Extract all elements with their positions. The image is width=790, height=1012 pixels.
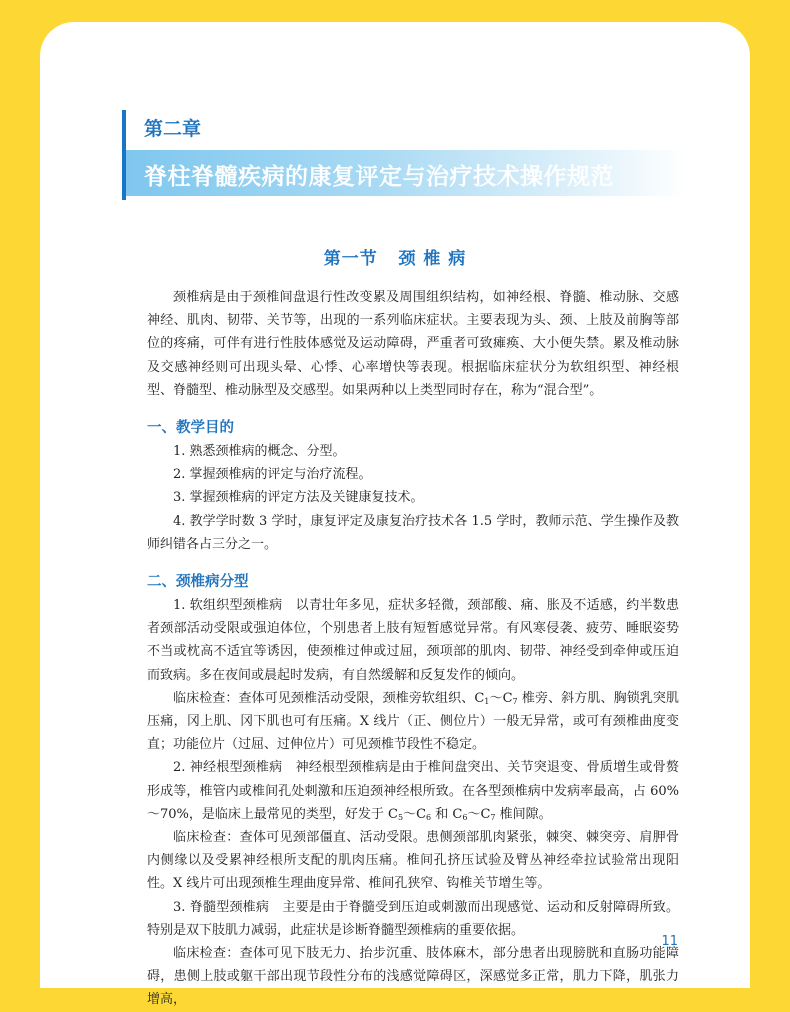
type-nerve-root: 2. 神经根型颈椎病 神经根型颈椎病是由于椎间盘突出、关节突退变、骨质增生或骨赘形成等，椎管内或椎间孔处刺激和压迫颈神经根所致。在各型颈椎病中发病率最高，占 60%～70%，是临床上最常见的类型，好发于 $C_5\sim C_6$ 和 $C_6\sim C_7$ 椎间隙。 <box>147 760 679 822</box>
chapter-label: 第二章 <box>144 118 202 140</box>
type-spinal-cord: 3. 脊髓型颈椎病 主要是由于脊髓受到压迫或刺激而出现感觉、运动和反射障碍所致。特别是双下肢肌力减弱，此症状是诊断脊髓型颈椎病的重要依据。 <box>147 899 679 938</box>
body-text <box>147 286 679 1012</box>
soft-tissue-exam: 临床检查：查体可见颈椎活动受限，颈椎旁软组织、$C_1\sim C_7$ 椎旁、斜方肌、胸锁乳突肌压痛，冈上肌、冈下肌也可有压痛。X 线片（正、侧位片）一般无异常，或可有颈椎曲度变直；功能位片（过屈、过伸位片）可见颈椎节段性不稳定。 <box>147 690 679 753</box>
intro-paragraph: 颈椎病是由于颈椎间盘退行性改变累及周围组织结构，如神经根、脊髓、椎动脉、交感神经、肌肉、韧带、关节等，出现的一系列临床症状。主要表现为头、颈、上肢及前胸等部位的疼痛，可伴有进行性肢体感觉及运动障碍，严重者可致瘫痪、大小便失禁。累及椎动脉及交感神经则可出现头晕、心悸、心率增快等表现。根据临床症状分为软组织型、神经根型、脊髓型、椎动脉型及交感型。如果两种以上类型同时存在，称为“混合型”。 <box>147 290 679 398</box>
types-heading: 二、颈椎病分型 <box>147 574 249 591</box>
goal-item: 3. 掌握颈椎病的评定方法及关键康复技术。 <box>173 490 424 506</box>
page-number: 11 <box>661 934 678 949</box>
goal-item: 2. 掌握颈椎病的评定与治疗流程。 <box>173 467 372 483</box>
goal-item: 1. 熟悉颈椎病的概念、分型。 <box>173 444 346 460</box>
nerve-root-exam: 临床检查：查体可见颈部僵直、活动受限。患侧颈部肌肉紧张，棘突、棘突旁、肩胛骨内侧缘以及受累神经根所支配的肌肉压痛。椎间孔挤压试验及臂丛神经牵拉试验常出现阳性。X 线片可出现颈椎生理曲度异常、椎间孔狭窄、钩椎关节增生等。 <box>147 830 679 892</box>
spinal-cord-exam: 临床检查：查体可见下肢无力、抬步沉重、肢体麻木，部分患者出现膀胱和直肠功能障碍，患侧上肢或躯干部出现节段性分布的浅感觉障碍区，深感觉多正常，肌力下降，肌张力增高， <box>147 946 679 1008</box>
chapter-title: 脊柱脊髓疾病的康复评定与治疗技术操作规范 <box>144 164 614 190</box>
goals-heading: 一、教学目的 <box>147 420 234 437</box>
chapter-header <box>122 110 702 200</box>
section-title: 第一节 颈 椎 病 <box>323 249 467 269</box>
type-soft-tissue: 1. 软组织型颈椎病 以青壮年多见，症状多轻微，颈部酸、痛、胀及不适感，约半数患者颈部活动受限或强迫体位，个别患者上肢有短暂感觉异常。有风寒侵袭、疲劳、睡眠姿势不当或枕高不适宜等诱因，使颈椎过伸或过屈，颈项部的肌肉、韧带、神经受到牵伸或压迫而致病。多在夜间或晨起时发病，有自然缓解和反复发作的倾向。 <box>147 598 679 683</box>
goal-item: 4. 教学学时数 3 学时，康复评定及康复治疗技术各 1.5 学时，教师示范、学生操作及教师纠错各占三分之一。 <box>147 513 679 552</box>
book-page <box>40 22 750 1008</box>
